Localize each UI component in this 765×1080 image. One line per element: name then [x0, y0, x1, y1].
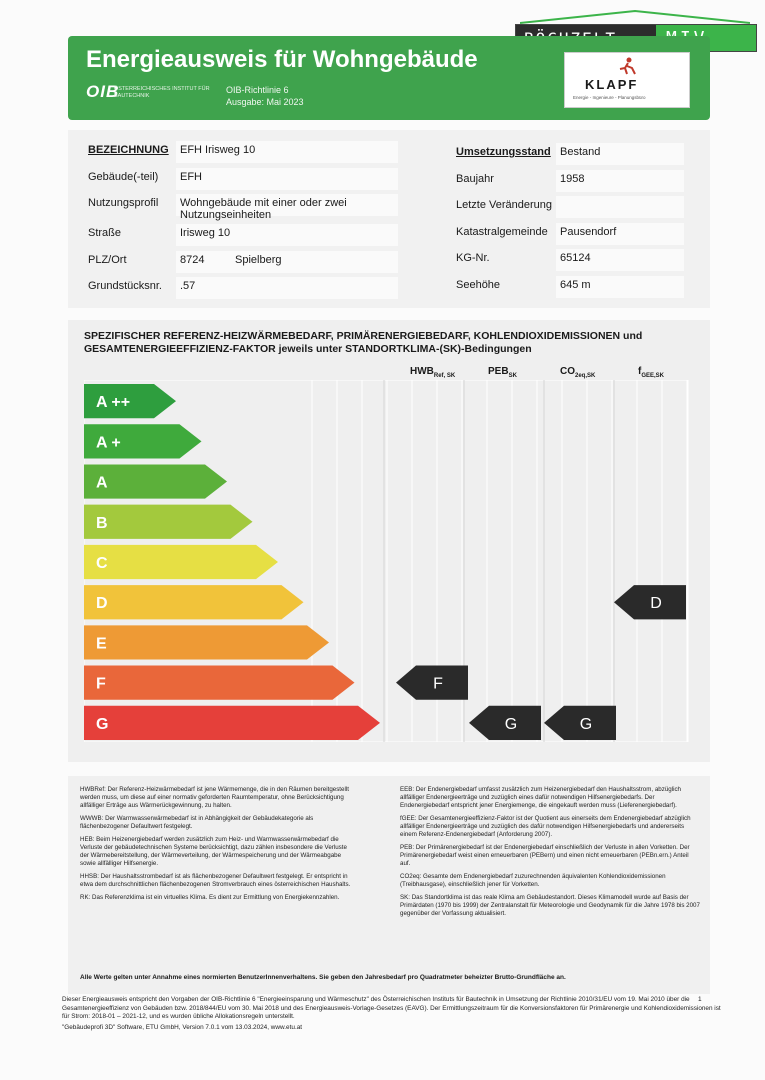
- rating-marker-label: G: [579, 715, 593, 733]
- building-info-right: [448, 140, 688, 299]
- class-bar-C: [84, 545, 278, 579]
- legal-footer: [62, 996, 722, 1034]
- info-label: Nutzungsprofil: [88, 197, 159, 209]
- class-bar-D: [84, 585, 304, 619]
- definitions-left: [80, 786, 352, 907]
- building-info-left: [80, 138, 400, 301]
- column-header-main: f: [638, 366, 642, 377]
- oib-subtitle: ÖSTERREICHISCHES INSTITUT FÜR BAUTECHNIK: [114, 86, 210, 99]
- info-row: [80, 274, 400, 301]
- rating-marker: [396, 666, 468, 700]
- info-value: Pausendorf: [560, 225, 617, 238]
- info-row: [448, 246, 688, 273]
- info-label: BEZEICHNUNG: [88, 144, 169, 156]
- page-title: Energieausweis für Wohngebäude: [86, 46, 478, 73]
- info-label: Baujahr: [456, 172, 494, 185]
- runner-icon: [615, 57, 641, 75]
- rating-grid: [84, 380, 690, 742]
- info-value: Bestand: [560, 146, 601, 158]
- column-header-sub: Ref, SK: [433, 373, 456, 379]
- info-label: KG-Nr.: [456, 252, 490, 264]
- definitions-right: [400, 786, 700, 923]
- class-bar-G: [84, 706, 380, 740]
- class-label: D: [96, 595, 108, 613]
- definition: RK: Das Referenzklima ist ein virtuelles Klima. Es dient zur Ermittlung von Energiekennzahlen.: [80, 894, 340, 901]
- class-label: A ++: [96, 394, 131, 412]
- klapf-logo: [564, 52, 690, 108]
- class-bar-B: [84, 505, 253, 539]
- oib-logo: OIB: [86, 82, 120, 101]
- rating-marker-label: G: [504, 715, 518, 733]
- info-row: [80, 248, 400, 275]
- info-row: [80, 165, 400, 192]
- info-label: Grundstücksnr.: [88, 280, 162, 292]
- info-row: [448, 167, 688, 194]
- info-value-city: Spielberg: [235, 253, 282, 266]
- definition: HWBRef: Der Referenz-Heizwärmebedarf ist jene Wärmemenge, die in den Räumen bereitgestellt werden muss, um diese auf einer normativ geforderten Raumtemperatur, ohne Berücksichtigung allfälliger Erträge aus Wärmerückgewinnung, zu halten.: [80, 786, 349, 809]
- info-row: [80, 191, 400, 221]
- class-label: F: [96, 675, 106, 693]
- edition: Ausgabe: Mai 2023: [226, 97, 304, 107]
- column-header-main: HWB: [410, 366, 434, 377]
- info-label: Straße: [88, 227, 122, 239]
- class-label: B: [96, 514, 108, 532]
- values-note: Alle Werte gelten unter Annahme eines normierten BenutzerInnenverhaltens. Sie geben den Jahresbedarf pro Quadratmeter beheizter Brutto-Grundfläche an.: [80, 974, 566, 981]
- column-header-sub: SK: [508, 373, 517, 379]
- info-row: [80, 138, 400, 165]
- guideline-info: [226, 84, 304, 108]
- info-label: Letzte Veränderung: [456, 199, 553, 211]
- info-value: 65124: [560, 252, 591, 264]
- definition: HEB: Beim Heizenergiebedarf werden zusätzlich zum Heiz- und Warmwasserwärmebedarf die Verluste der gebäudetechnischen Systeme berücksichtigt, dazu zählen insbesondere die Verluste der Wärmebereitstellung, der Wärmeverteilung, der Wärmespeicherung und der Wärmeabgabe sowie allfälliger Hilfsenergie.: [80, 836, 347, 867]
- column-header-sub: GEE,SK: [641, 373, 665, 379]
- building-info: [68, 130, 710, 308]
- info-row: [448, 140, 688, 167]
- class-label: A +: [96, 434, 121, 452]
- info-label: Katastralgemeinde: [456, 225, 548, 238]
- definition: SK: Das Standortklima ist das reale Klima am Gebäudestandort. Dieses Klimamodell wurde auf Basis der Primärdaten (1970 bis 1999) der Zentralanstalt für Meteorologie und Geodynamik für die Jahre 1978 bis 2007 gegenüber der Vorfassung aktualisiert.: [400, 894, 700, 917]
- info-row: [448, 220, 688, 247]
- info-label: Umsetzungsstand: [456, 146, 551, 158]
- info-row: [448, 273, 688, 300]
- class-label: C: [96, 555, 108, 572]
- page-number: 1: [698, 996, 702, 1003]
- info-value: EFH Irisweg 10: [180, 144, 256, 156]
- info-label: Seehöhe: [456, 278, 501, 291]
- brand-roof-icon: [520, 10, 750, 24]
- class-label: E: [96, 635, 107, 653]
- column-header: [410, 366, 455, 379]
- column-header: [560, 366, 595, 379]
- info-value: Wohngebäude mit einer oder zwei Nutzungseinheiten: [180, 197, 347, 221]
- rating-marker-label: D: [650, 595, 662, 613]
- column-header-sub: 2eq,SK: [575, 373, 596, 379]
- column-header-main: PEB: [488, 366, 509, 377]
- definition: HHSB: Der Haushaltsstrombedarf ist als flächenbezogener Defaultwert festgelegt. Er entspricht in etwa dem durchschnittlichen flächenbezogenen Stromverbrauch eines österreichischen Haushalts.: [80, 873, 351, 888]
- definitions: [68, 776, 710, 994]
- definition: fGEE: Der Gesamtenergieeffizienz-Faktor ist der Quotient aus einerseits dem Endenergiebedarf abzüglich allfälliger Endenergieerträge und zuzüglich des dafür notwendigen Hilfsenergiebedarfs und andererseits einem Referenz-Endenergiebedarf (Anforderung 2007).: [400, 815, 691, 838]
- energy-chart: [68, 320, 710, 762]
- definition: CO2eq: Gesamte dem Endenergiebedarf zuzurechnenden äquivalenten Kohlendioxidemissionen (Treibhausgase), einschließlich jener für Vorketten.: [400, 873, 666, 888]
- klapf-tagline: Energie - Ingenieure - Planungsbüro: [573, 95, 646, 100]
- info-value: 1958: [560, 172, 585, 185]
- info-value: .57: [180, 280, 196, 292]
- info-value: 645 m: [560, 278, 591, 291]
- info-row: [80, 221, 400, 248]
- guideline: OIB-Richtlinie 6: [226, 85, 289, 95]
- legal-text: Dieser Energieausweis entspricht den Vorgaben der OIB-Richtlinie 6 "Energieeinsparung und Wärmeschutz" des Österreichischen Instituts für Bautechnik in Umsetzung der Richtlinie 2010/31/EU vom 19. Mai 2010 über die Gesamtenergieeffizienz von Gebäuden bzw. 2018/844/EU vom 30. Mai 2018 und des Energieausweis-Vorlage-Gesetzes (EAVG). Der Ermittlungszeitraum für die Konversionsfaktoren für Primärenergie und Kohlendioxidemissionen ist für Strom: 2018-01 – 2021-12, und es wurden übliche Allokationsregeln unterstellt.: [62, 996, 721, 1021]
- info-row: [448, 193, 688, 220]
- info-value: EFH: [180, 170, 202, 183]
- definition: EEB: Der Endenergiebedarf umfasst zusätzlich zum Heizenergiebedarf den Haushaltsstrom, abzüglich allfälliger Endenergieerträge und zuzüglich eines dafür notwendigen Hilfsenergiebedarfs. Der Endenergiebedarf entspricht jener Energiemenge, die eingekauft werden muss (Lieferenergiebedarf).: [400, 786, 681, 809]
- definition: PEB: Der Primärenergiebedarf ist der Endenergiebedarf einschließlich der Verluste in allen Vorketten. Der Primärenergiebedarf weist einen erneuerbaren (PEBern) und einen nicht erneuerbaren (PEBn.ern.) Anteil auf.: [400, 844, 690, 867]
- rating-marker-label: F: [433, 675, 443, 693]
- info-value: 8724: [180, 253, 205, 266]
- software-info: "Gebäudeprofi 3D" Software, ETU GmbH, Version 7.0.1 vom 13.03.2024, www.etu.at: [62, 1023, 303, 1031]
- class-label: G: [96, 715, 109, 733]
- info-value: Irisweg 10: [180, 227, 231, 239]
- certificate-header: [68, 36, 710, 120]
- info-label: Gebäude(-teil): [88, 170, 159, 183]
- info-label: PLZ/Ort: [88, 253, 127, 266]
- klapf-name: KLAPF: [585, 77, 639, 92]
- class-label: A: [96, 474, 108, 492]
- class-bar-E: [84, 625, 329, 659]
- chart-title: SPEZIFISCHER REFERENZ-HEIZWÄRMEBEDARF, PRIMÄRENERGIEBEDARF, KOHLENDIOXIDEMISSIONEN und GESAMTENERGIEEFFIZIENZ-FAKTOR jeweils unter STANDORTKLIMA-(SK)-Bedingungen: [84, 330, 643, 355]
- value-box: [556, 196, 684, 218]
- definition: WWWB: Der Warmwasserwärmebedarf ist in Abhängigkeit der Gebäudekategorie als flächenbezogener Defaultwert festgelegt.: [80, 815, 314, 830]
- column-header-main: CO: [560, 366, 575, 377]
- class-bar-F: [84, 666, 355, 700]
- column-header: [638, 366, 664, 379]
- column-header: [488, 366, 517, 379]
